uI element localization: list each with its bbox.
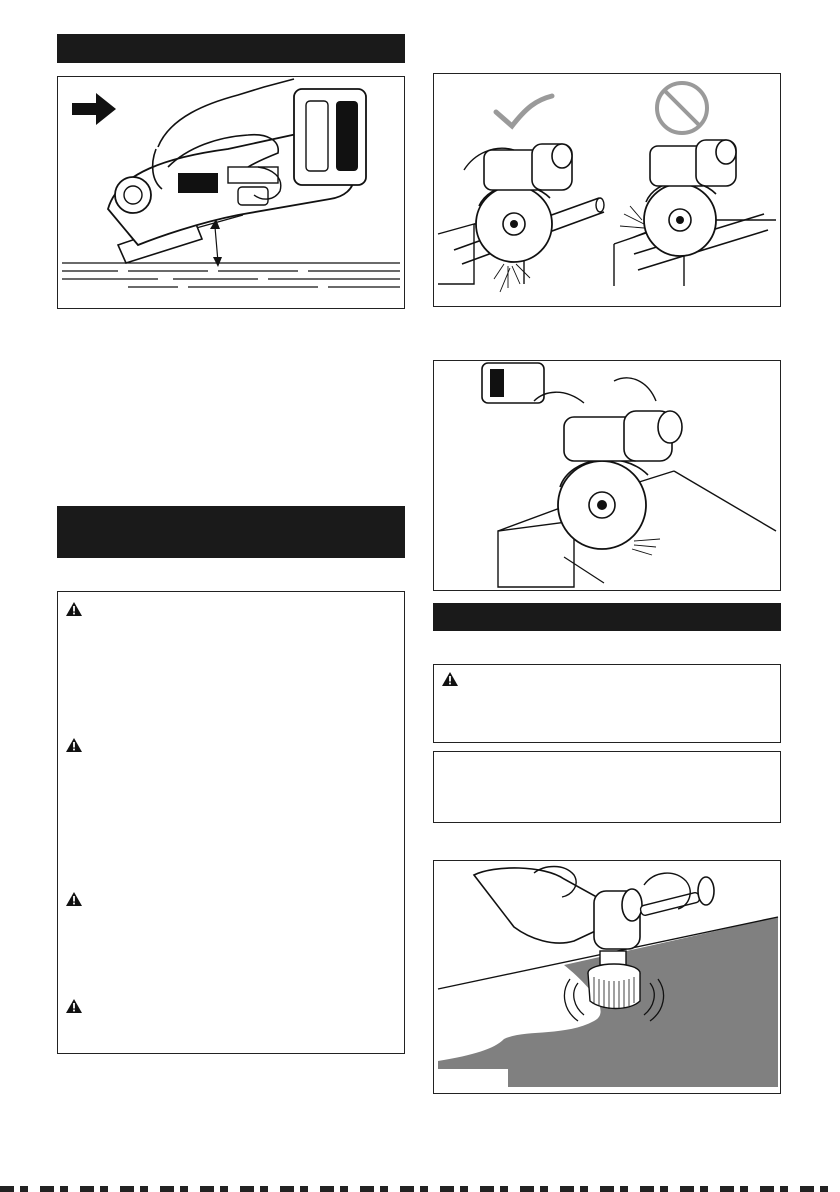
section-header-bar: [57, 506, 405, 558]
section-header-text: [57, 26, 77, 58]
prohibited-icon: [657, 83, 707, 133]
note-box: [433, 751, 781, 823]
checkmark-icon: [496, 96, 552, 126]
section-header-text: [433, 595, 453, 627]
wire-cup-brush-figure: [433, 860, 781, 1094]
grinding-angle-figure: [57, 76, 405, 309]
cutting-block-figure: [433, 360, 781, 591]
right-arrow-icon: [72, 93, 116, 125]
warning-triangle-icon: [441, 671, 459, 687]
warning-notice-box: [433, 664, 781, 743]
cutting-correct-incorrect-figure: [433, 73, 781, 307]
warning-triangle-icon: [65, 998, 83, 1014]
warning-triangle-icon: [65, 737, 83, 753]
page-bottom-edge: [0, 1186, 840, 1192]
warning-triangle-icon: [65, 601, 83, 617]
section-header-bar: [433, 603, 781, 631]
warning-notice-box: [57, 591, 405, 1054]
warning-triangle-icon: [65, 891, 83, 907]
section-header-bar: [57, 34, 405, 63]
section-header-text: [57, 498, 77, 530]
